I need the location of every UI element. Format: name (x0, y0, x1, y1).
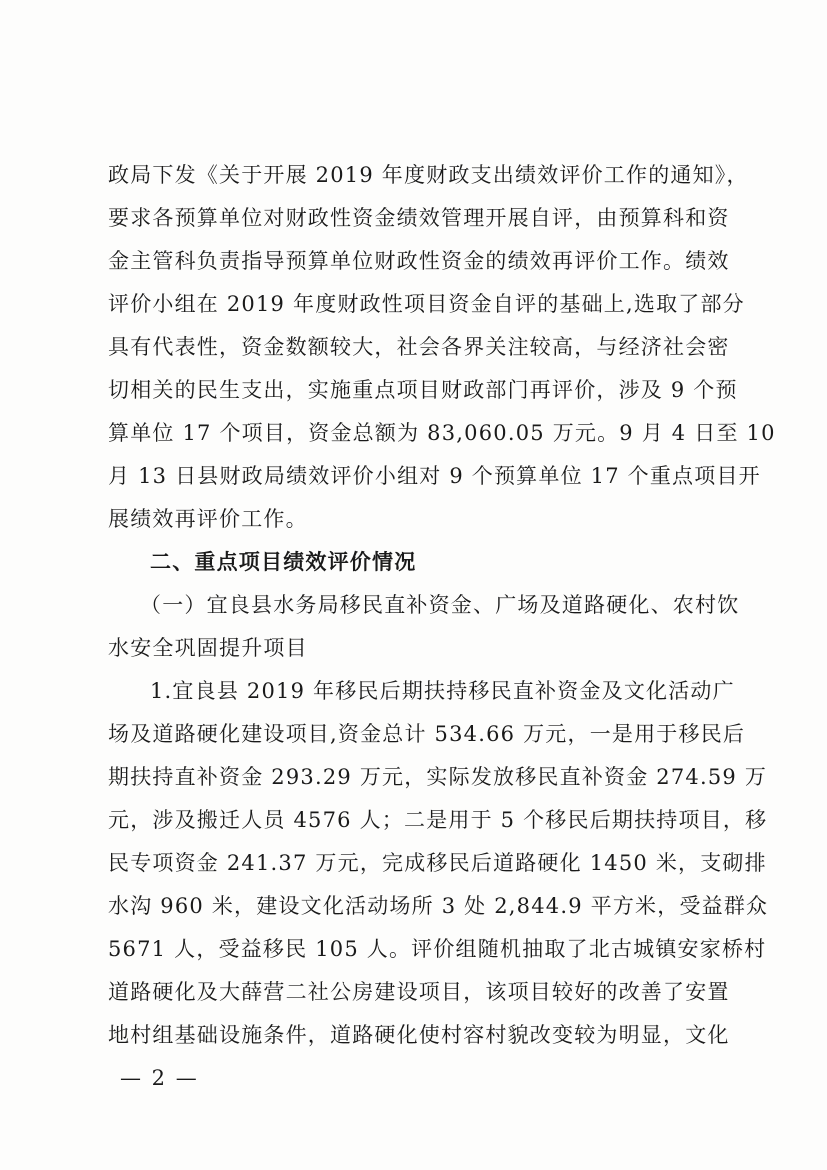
text-line: 期扶持直补资金 293.29 万元，实际发放移民直补资金 274.59 万 (108, 765, 768, 789)
text-line: 算单位 17 个项目，资金总额为 83,060.05 万元。9 月 4 日至 10 (108, 421, 776, 445)
text-line: 场及道路硬化建设项目,资金总计 534.66 万元，一是用于移民后 (108, 722, 746, 746)
paragraph-first-line: 1.宜良县 2019 年移民后期扶持移民直补资金及文化活动广 (150, 679, 735, 703)
text-line: 评价小组在 2019 年度财政性项目资金自评的基础上,选取了部分 (108, 292, 745, 316)
page-number: — 2 — (120, 1066, 199, 1090)
text-line: 地村组基础设施条件，道路硬化使村容村貌改变较为明显，文化 (108, 1023, 730, 1047)
text-line: 道路硬化及大薛营二社公房建设项目，该项目较好的改善了安置 (108, 980, 730, 1004)
text-line: 政局下发《关于开展 2019 年度财政支出绩效评价工作的通知》， (108, 163, 749, 187)
subsection-heading: （一）宜良县水务局移民直补资金、广场及道路硬化、农村饮 (140, 593, 740, 617)
section-heading: 二、重点项目绩效评价情况 (150, 550, 417, 574)
subsection-heading-continued: 水安全巩固提升项目 (108, 636, 308, 660)
text-line: 展绩效再评价工作。 (108, 507, 308, 531)
text-line: 月 13 日县财政局绩效评价小组对 9 个预算单位 17 个重点项目开 (108, 464, 761, 488)
text-line: 民专项资金 241.37 万元，完成移民后道路硬化 1450 米，支砌排 (108, 851, 767, 875)
text-line: 金主管科负责指导预算单位财政性资金的绩效再评价工作。绩效 (108, 249, 730, 273)
text-line: 切相关的民生支出，实施重点项目财政部门再评价，涉及 9 个预 (108, 378, 738, 402)
text-line: 5671 人，受益移民 105 人。评价组随机抽取了北古城镇安家桥村 (108, 937, 767, 961)
text-line: 元，涉及搬迁人员 4576 人；二是用于 5 个移民后期扶持项目，移 (108, 808, 768, 832)
text-line: 要求各预算单位对财政性资金绩效管理开展自评，由预算科和资 (108, 206, 730, 230)
text-line: 具有代表性，资金数额较大，社会各界关注较高，与经济社会密 (108, 335, 730, 359)
text-line: 水沟 960 米，建设文化活动场所 3 处 2,844.9 平方米，受益群众 (108, 894, 769, 918)
